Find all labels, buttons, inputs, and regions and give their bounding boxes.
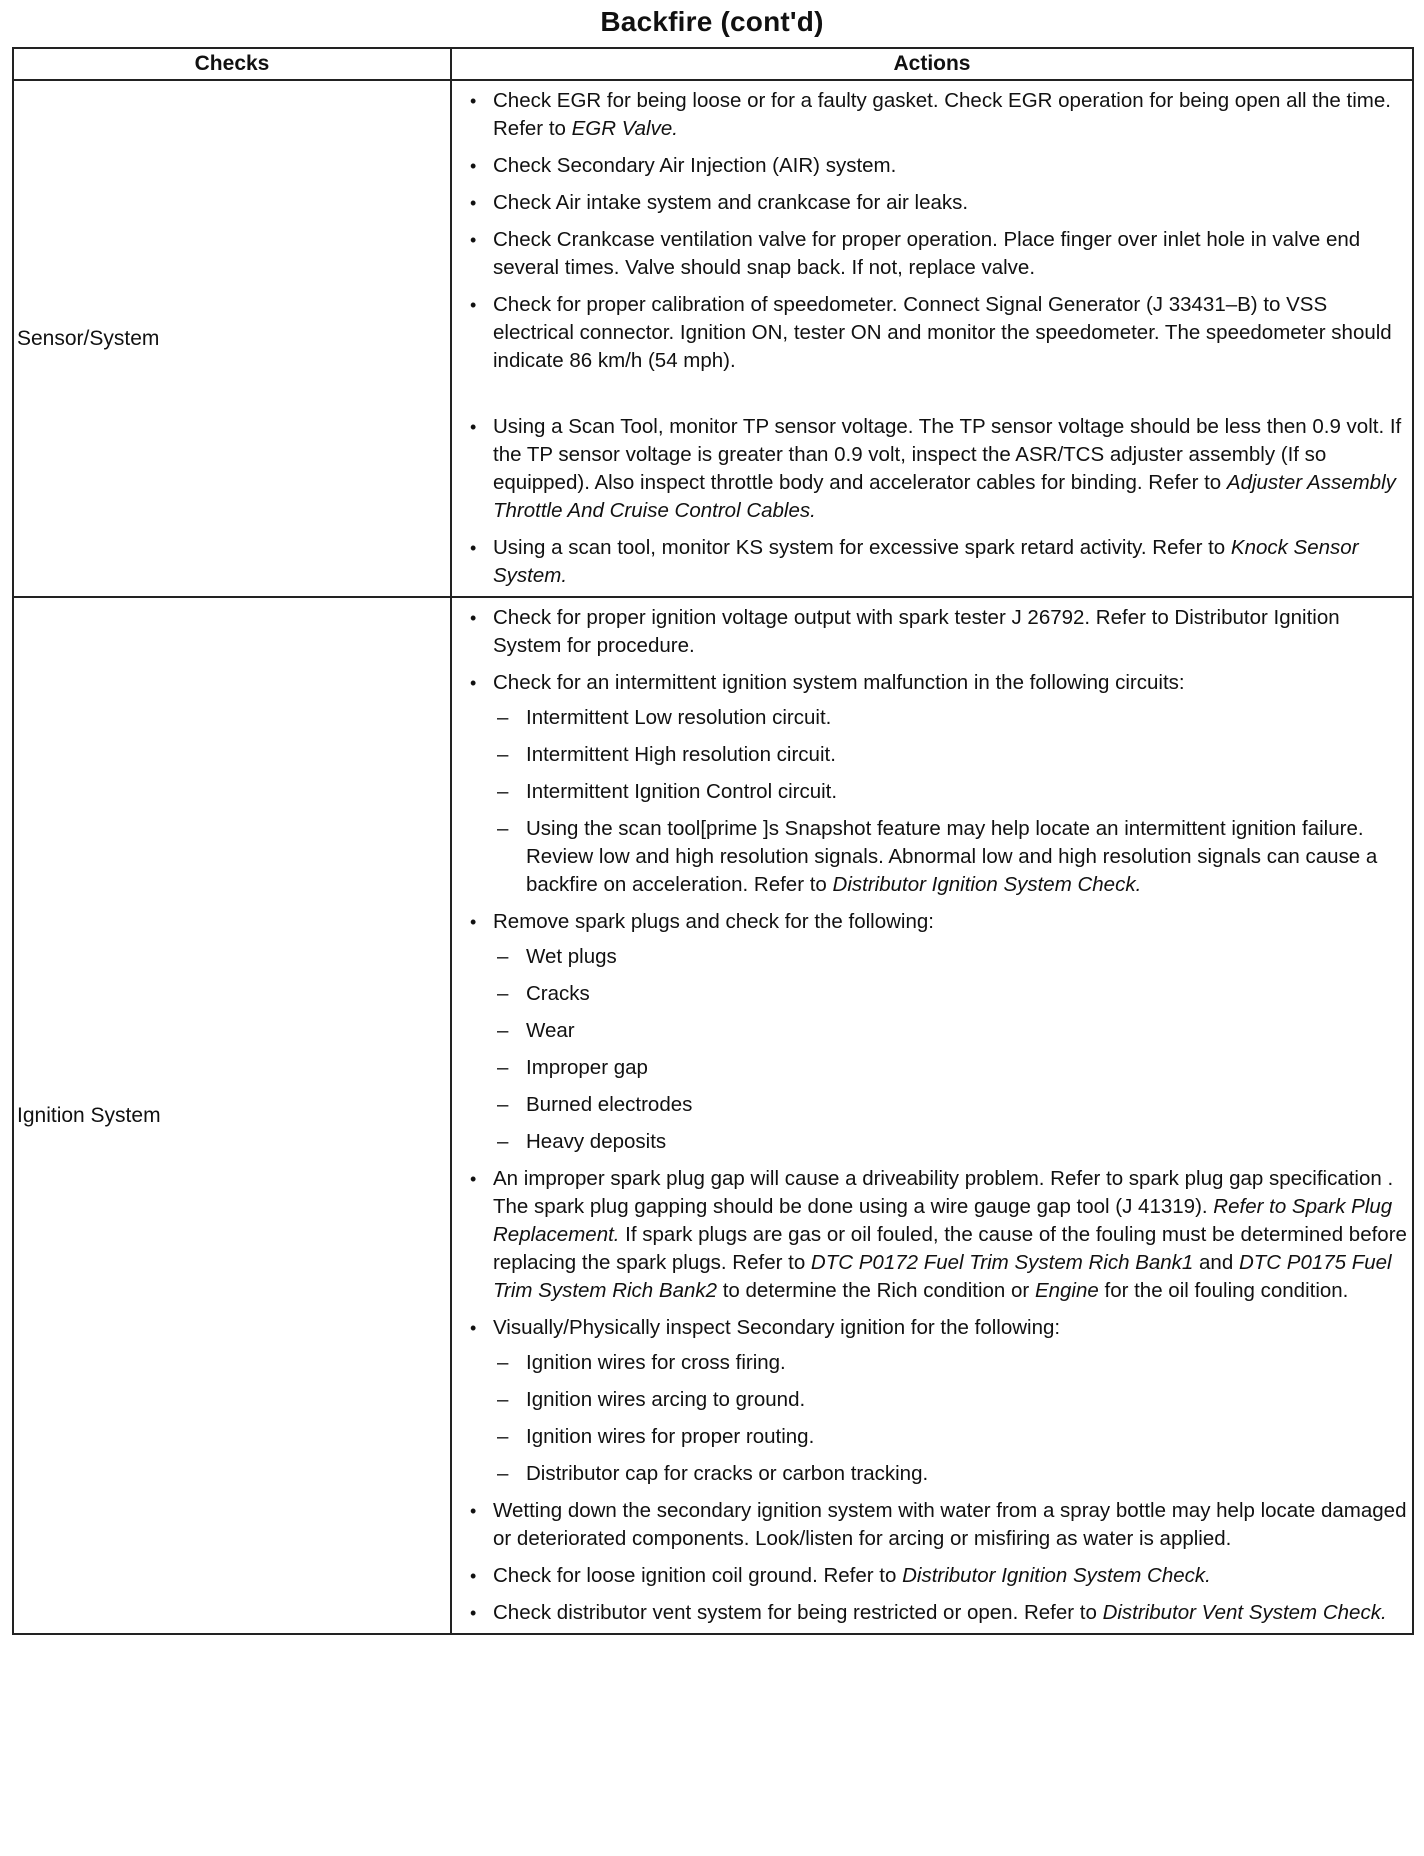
sub-item: – Improper gap: [493, 1054, 1408, 1082]
sub-item: – Using the scan tool[prime ]s Snapshot feature may help locate an intermittent ignition failure. Review low and high resolution signals. Abnormal low and high resolution signals can cause a backfire on acceleration. Refer to Distributor Ignition System Check.: [493, 815, 1408, 899]
checks-column-header: Checks: [13, 48, 451, 80]
sub-item: – Heavy deposits: [493, 1128, 1408, 1156]
reference-link: Distributor Vent System Check.: [1102, 1601, 1387, 1624]
action-item: • Visually/Physically inspect Secondary ignition for the following: – Ignition wires for cross firing. – Ignition wires arcing to ground. – Ignition wires for proper routing. – Distributor cap for cracks or carbon tracking.: [462, 1314, 1408, 1488]
actions-cell-ignition-system: [451, 597, 1413, 1634]
reference-link: Knock Sensor System.: [493, 536, 1359, 587]
action-item: • Remove spark plugs and check for the following: – Wet plugs – Cracks – Wear – Improper gap – Burned electrodes – Heavy deposits: [462, 908, 1408, 1156]
action-item: • Check for an intermittent ignition system malfunction in the following circuits: – Intermittent Low resolution circuit. – Intermittent High resolution circuit. – Intermittent Ignition Control circuit. – Using the scan tool[prime ]s Snapshot feature may help locate an intermittent ignition failure. Review low and high resolution signals. Abnormal low and high resolution signals can cause a backfire on acceleration. Refer to Distributor Ignition System Check.: [462, 669, 1408, 899]
action-item: • Check Secondary Air Injection (AIR) system.: [462, 152, 1408, 180]
actions-column-header: Actions: [451, 48, 1413, 80]
sub-list: [493, 1349, 1408, 1488]
action-item: • An improper spark plug gap will cause a driveability problem. Refer to spark plug gap specification . The spark plug gapping should be done using a wire gauge gap tool (J 41319). Refer to Spark Plug Replacement. If spark plugs are gas or oil fouled, the cause of the fouling must be determined before replacing the spark plugs. Refer to DTC P0172 Fuel Trim System Rich Bank1 and DTC P0175 Fuel Trim System Rich Bank2 to determine the Rich condition or Engine for the oil fouling condition.: [462, 1165, 1408, 1305]
reference-link: Adjuster Assembly Throttle And Cruise Control Cables.: [493, 471, 1396, 522]
action-item: • Check for proper ignition voltage output with spark tester J 26792. Refer to Distributor Ignition System for procedure.: [462, 604, 1408, 660]
action-item: • Check EGR for being loose or for a faulty gasket. Check EGR operation for being open all the time. Refer to EGR Valve.: [462, 87, 1408, 143]
table-header-row: [13, 48, 1413, 80]
sub-item: – Distributor cap for cracks or carbon tracking.: [493, 1460, 1408, 1488]
reference-link: Distributor Ignition System Check.: [832, 873, 1142, 896]
sub-item: – Intermittent Ignition Control circuit.: [493, 778, 1408, 806]
sub-item: – Burned electrodes: [493, 1091, 1408, 1119]
action-item: • Check Crankcase ventilation valve for proper operation. Place finger over inlet hole in valve end several times. Valve should snap back. If not, replace valve.: [462, 226, 1408, 282]
table-row-ignition-system: [13, 597, 1413, 1634]
check-label-ignition-system: Ignition System: [13, 597, 451, 1634]
action-item: • Wetting down the secondary ignition system with water from a spray bottle may help locate damaged or deteriorated components. Look/listen for arcing or misfiring as water is applied.: [462, 1497, 1408, 1553]
check-label-sensor-system: Sensor/System: [13, 80, 451, 597]
sub-list: [493, 704, 1408, 899]
sub-item: – Ignition wires for proper routing.: [493, 1423, 1408, 1451]
sub-item: – Wet plugs: [493, 943, 1408, 971]
action-item: • Using a scan tool, monitor KS system for excessive spark retard activity. Refer to Knock Sensor System.: [462, 534, 1408, 590]
reference-link: DTC P0172 Fuel Trim System Rich Bank1: [810, 1251, 1194, 1274]
reference-link: Refer to Spark Plug Replacement.: [493, 1195, 1393, 1246]
sub-item: – Cracks: [493, 980, 1408, 1008]
sub-item: – Wear: [493, 1017, 1408, 1045]
reference-link: Distributor Ignition System Check.: [902, 1564, 1211, 1587]
reference-link: Engine: [1034, 1279, 1099, 1302]
actions-cell-sensor-system: [451, 80, 1413, 597]
sub-list: [493, 943, 1408, 1156]
action-item: • Check distributor vent system for being restricted or open. Refer to Distributor Vent System Check.: [462, 1599, 1408, 1627]
sub-item: – Intermittent High resolution circuit.: [493, 741, 1408, 769]
action-item: • Check Air intake system and crankcase for air leaks.: [462, 189, 1408, 217]
page-title: Backfire (cont'd): [600, 6, 824, 37]
action-item: • Check for loose ignition coil ground. Refer to Distributor Ignition System Check.: [462, 1562, 1408, 1590]
reference-link: DTC P0175 Fuel Trim System Rich Bank2: [493, 1251, 1392, 1302]
sub-item: – Ignition wires arcing to ground.: [493, 1386, 1408, 1414]
action-item: • Check for proper calibration of speedometer. Connect Signal Generator (J 33431–B) to VSS electrical connector. Ignition ON, tester ON and monitor the speedometer. The speedometer should indicate 86 km/h (54 mph).: [462, 291, 1408, 375]
table-row-sensor-system: [13, 80, 1413, 597]
reference-link: EGR Valve.: [571, 117, 678, 140]
sub-item: – Intermittent Low resolution circuit.: [493, 704, 1408, 732]
sub-item: – Ignition wires for cross firing.: [493, 1349, 1408, 1377]
action-item: • Using a Scan Tool, monitor TP sensor voltage. The TP sensor voltage should be less then 0.9 volt. If the TP sensor voltage is greater than 0.9 volt, inspect the ASR/TCS adjuster assembly (If so equipped). Also inspect throttle body and accelerator cables for binding. Refer to Adjuster Assembly Throttle And Cruise Control Cables.: [462, 413, 1408, 525]
diagnostic-table: [12, 47, 1414, 1635]
